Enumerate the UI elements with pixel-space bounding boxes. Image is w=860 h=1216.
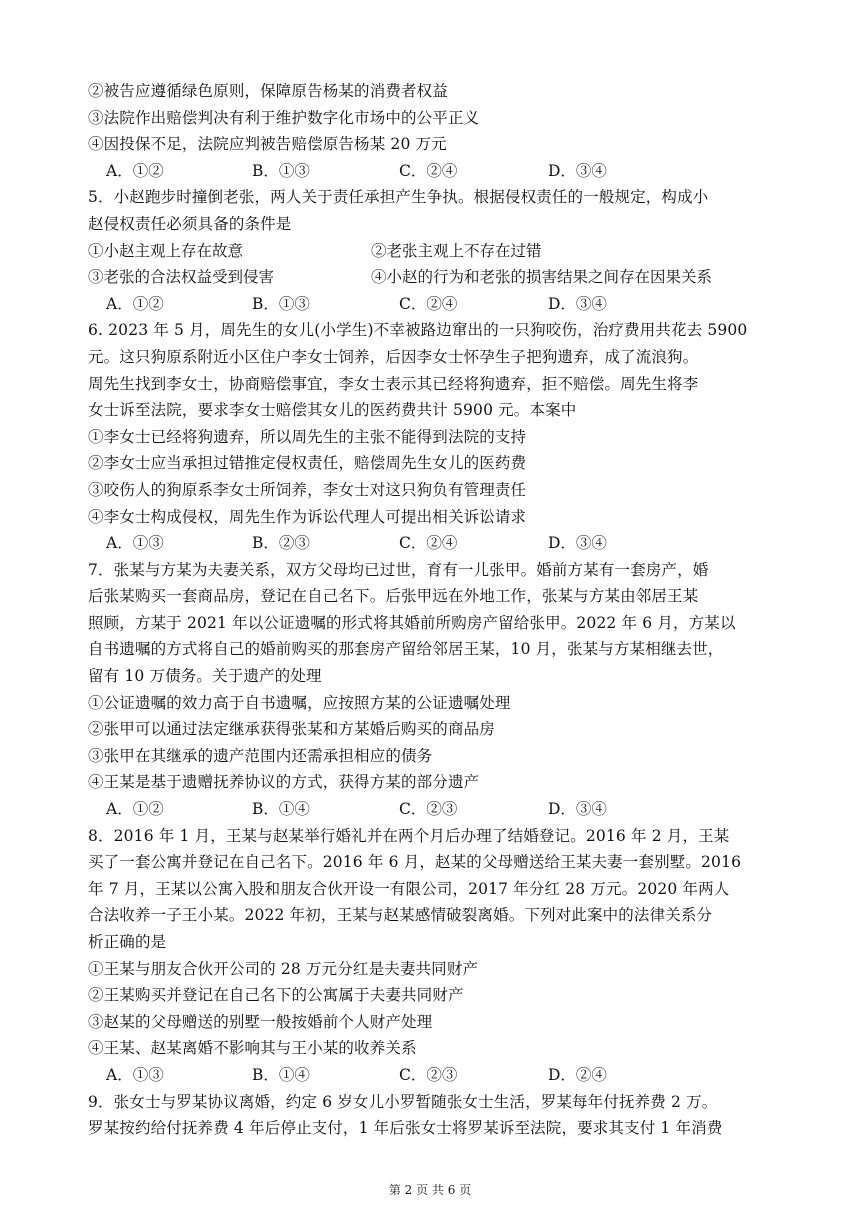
q6-option-a: A．①③ [106, 534, 164, 553]
page-footer: 第 2 页 共 6 页 [388, 1183, 472, 1197]
q6-item-1: ①李女士已经将狗遗弃，所以周先生的主张不能得到法院的支持 [88, 427, 527, 446]
q7-option-d: D．③④ [548, 800, 607, 819]
q5-item-3: ③老张的合法权益受到侵害 [88, 268, 275, 287]
q7-item-3: ③张甲在其继承的遗产范围内还需承担相应的债务 [88, 746, 433, 765]
q8-item-2: ②王某购买并登记在自己名下的公寓属于夫妻共同财产 [88, 986, 464, 1005]
q5-item-2: ②老张主观上不存在过错 [371, 241, 542, 260]
q6-item-4: ④李女士构成侵权，周先生作为诉讼代理人可提出相关诉讼请求 [88, 507, 527, 526]
q7-item-4: ④王某是基于遗赠抚养协议的方式，获得方某的部分遗产 [88, 773, 480, 792]
page-content [88, 78, 778, 1142]
q5-items-row-1 [88, 238, 778, 265]
q5-options [88, 291, 778, 318]
q7-item-2: ②张甲可以通过法定继承获得张某和方某婚后购买的商品房 [88, 720, 495, 739]
q4-option-a: A．①② [106, 161, 164, 180]
q7-stem-line-5: 留有 10 万债务。关于遗产的处理 [88, 667, 322, 686]
q5-stem-line-1: 5．小赵跑步时撞倒老张，两人关于责任承担产生争执。根据侵权责任的一般规定，构成小 [88, 188, 709, 207]
q6-stem-line-4: 女士诉至法院，要求李女士赔偿其女儿的医药费共计 5900 元。本案中 [88, 401, 577, 420]
q9-stem-line-2: 罗某按约给付抚养费 4 年后停止支付，1 年后张女士将罗某诉至法院，要求其支付 1 年消费 [88, 1119, 723, 1138]
q7-item-1: ①公证遗嘱的效力高于自书遗嘱，应按照方某的公证遗嘱处理 [88, 693, 511, 712]
q7-stem-line-1: 7．张某与方某为夫妻关系，双方父母均已过世，育有一儿张甲。婚前方某有一套房产，婚 [88, 560, 709, 579]
q8-option-d: D．②④ [548, 1065, 607, 1084]
q8-stem-line-4: 合法收养一子王小某。2022 年初，王某与赵某感情破裂离婚。下列对此案中的法律关系分 [88, 906, 713, 925]
q8-item-3: ③赵某的父母赠送的别墅一般按婚前个人财产处理 [88, 1012, 433, 1031]
q5-item-4: ④小赵的行为和老张的损害结果之间存在因果关系 [371, 268, 713, 287]
q8-options [88, 1062, 778, 1089]
q4-item-2: ②被告应遵循绿色原则，保障原告杨某的消费者权益 [88, 82, 448, 100]
q6-stem-line-1: 6. 2023 年 5 月，周先生的女儿(小学生)不幸被路边窜出的一只狗咬伤，治疗费用共花去 5900 [88, 321, 748, 340]
q4-item-4: ④因投保不足，法院应判被告赔偿原告杨某 20 万元 [88, 135, 447, 154]
q5-option-d: D．③④ [548, 294, 607, 313]
q7-options [88, 796, 778, 823]
q6-stem-line-3: 周先生找到李女士，协商赔偿事宜，李女士表示其已经将狗遗弃，拒不赔偿。周先生将李 [88, 374, 699, 393]
q5-stem-line-2: 赵侵权责任必须具备的条件是 [88, 214, 292, 233]
q7-stem-line-4: 自书遗嘱的方式将自己的婚前购买的那套房产留给邻居王某，10 月，张某与方某相继去世， [88, 640, 724, 659]
q8-stem-line-5: 析正确的是 [88, 933, 167, 951]
q8-option-b: B．①④ [252, 1065, 310, 1084]
q8-item-4: ④王某、赵某离婚不影响其与王小某的收养关系 [88, 1039, 417, 1058]
q6-option-c: C．②④ [399, 534, 458, 553]
q6-item-2: ②李女士应当承担过错推定侵权责任，赔偿周先生女儿的医药费 [88, 454, 527, 473]
q8-stem-line-1: 8．2016 年 1 月，王某与赵某举行婚礼并在两个月后办理了结婚登记。2016 年 2 月，王某 [88, 826, 730, 845]
q8-option-a: A．①③ [106, 1065, 164, 1084]
q5-option-c: C．②④ [399, 294, 458, 313]
q7-stem-line-2: 后张某购买一套商品房，登记在自己名下。后张甲远在外地工作，张某与方某由邻居王某 [88, 587, 699, 606]
q8-item-1: ①王某与朋友合伙开公司的 28 万元分红是夫妻共同财产 [88, 959, 479, 978]
q4-option-d: D．③④ [548, 161, 607, 180]
q9-stem-line-1: 9．张女士与罗某协议离婚，约定 6 岁女儿小罗暂随张女士生活，罗某每年付抚养费 2 万。 [88, 1092, 718, 1111]
q7-option-b: B．①④ [252, 800, 310, 819]
q8-option-c: C．②③ [399, 1065, 458, 1084]
q6-options [88, 530, 778, 557]
q6-option-d: D．③④ [548, 534, 607, 553]
q5-option-b: B．①③ [252, 294, 310, 313]
q7-option-a: A．①② [106, 800, 164, 819]
q4-options [88, 158, 778, 185]
q6-stem-line-2: 元。这只狗原系附近小区住户李女士饲养，后因李女士怀孕生子把狗遗弃，成了流浪狗。 [88, 347, 699, 366]
q5-items-row-2 [88, 264, 778, 291]
q6-option-b: B．②③ [252, 534, 310, 553]
q4-option-b: B．①③ [252, 161, 310, 180]
q5-item-1: ①小赵主观上存在故意 [88, 241, 244, 260]
q4-option-c: C．②④ [399, 161, 458, 180]
q5-option-a: A．①② [106, 294, 164, 313]
q4-item-3: ③法院作出赔偿判决有利于维护数字化市场中的公平正义 [88, 108, 480, 127]
q7-stem-line-3: 照顾，方某于 2021 年以公证遗嘱的形式将其婚前所购房产留给张甲。2022 年 6 月，方某以 [88, 613, 736, 632]
q7-option-c: C．②③ [399, 800, 458, 819]
q8-stem-line-3: 年 7 月，王某以公寓入股和朋友合伙开设一有限公司，2017 年分红 28 万元。2020 年两人 [88, 879, 730, 898]
q6-item-3: ③咬伤人的狗原系李女士所饲养，李女士对这只狗负有管理责任 [88, 480, 527, 499]
q8-stem-line-2: 买了一套公寓并登记在自己名下。2016 年 6 月，赵某的父母赠送给王某夫妻一套别墅。2016 [88, 853, 742, 872]
